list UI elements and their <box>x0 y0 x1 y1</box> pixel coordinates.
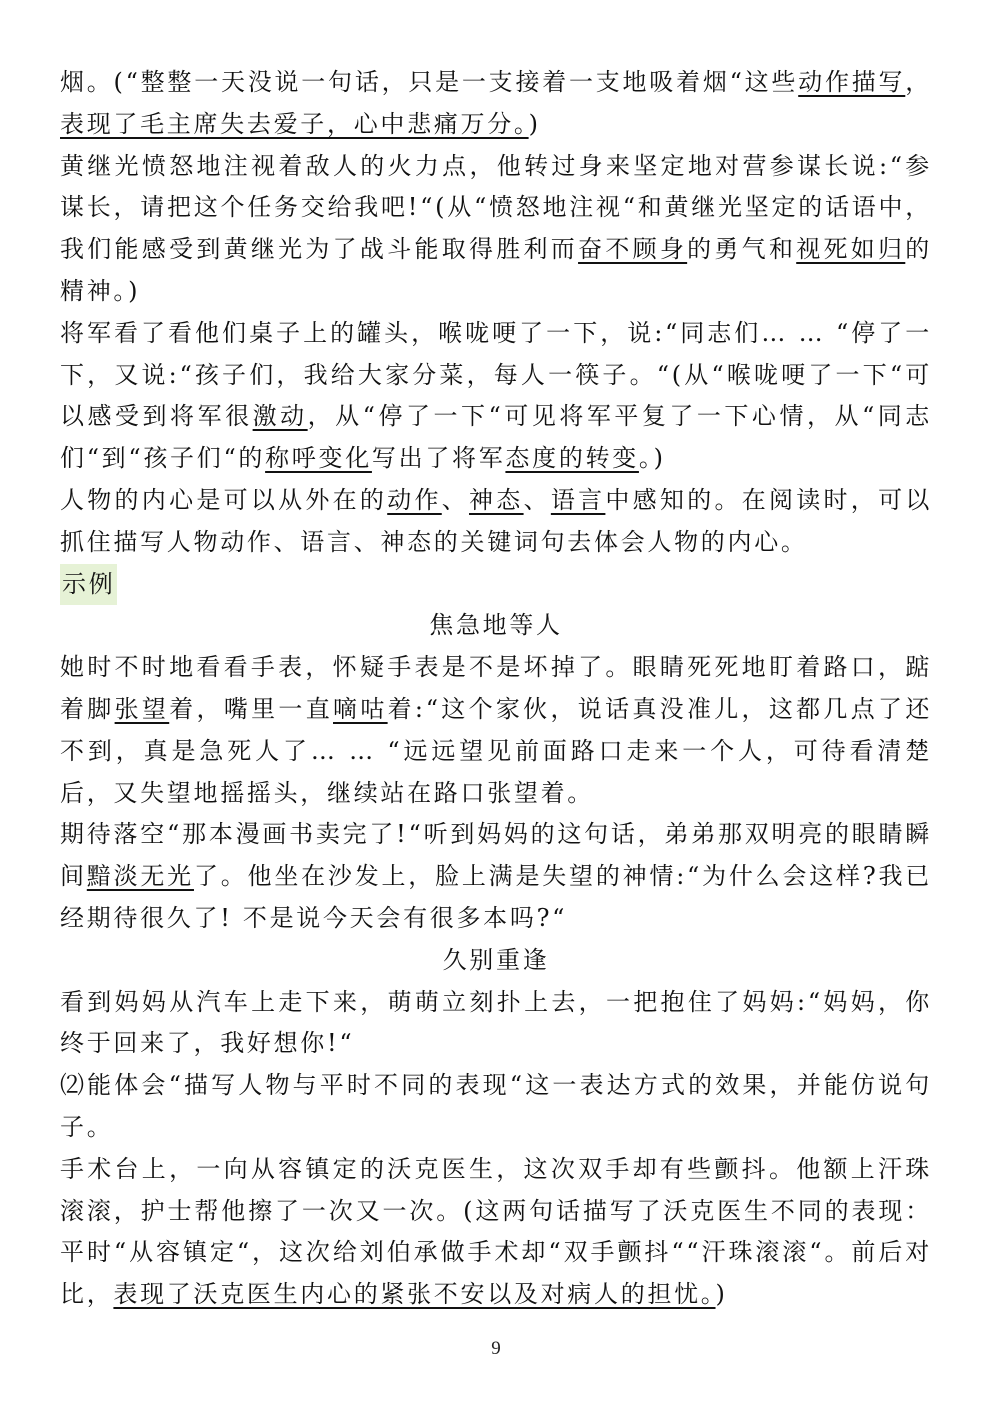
paragraph <box>60 647 932 814</box>
underlined-phrase: 激动 <box>252 402 308 431</box>
text-run: ， <box>905 68 932 96</box>
paragraph-group-2 <box>60 647 932 940</box>
paragraph <box>60 480 932 564</box>
text-run: ，从“停了一下“可见将军平复了一下心情，从“同志们“到“孩子们“的 <box>60 402 932 473</box>
underlined-phrase: 黯淡无光 <box>86 862 194 891</box>
paragraph <box>60 1149 932 1316</box>
text-run: 她时不时地看看手表，怀疑手表是不是坏掉了。眼睛死死地盯着路口，踮着脚 <box>60 653 932 723</box>
text-run: 。) <box>638 444 666 473</box>
underlined-phrase: 表现了毛主席失去爱子，心中悲痛万分。 <box>60 109 529 138</box>
example-title-2: 久别重逢 <box>442 945 550 974</box>
underlined-phrase: 语言 <box>550 485 606 514</box>
text-run: 着，嘴里一直 <box>169 694 334 723</box>
paragraph-group-1 <box>60 62 932 564</box>
underlined-phrase: 动作 <box>387 485 442 514</box>
text-run: 、 <box>523 485 551 514</box>
text-run: ) <box>528 109 541 138</box>
text-run: 黄继光愤怒地注视着敌人的火力点，他转过身来坚定地对营参谋长说:“参谋长，请把这个任务交给我吧!“(从“愤怒地注视“和黄继光坚定的话语中，我们能感受到黄继光为了战斗能取得胜利而 <box>60 151 932 264</box>
text-run: 期待落空“那本漫画书卖完了!“听到妈妈的这句话，弟弟那双明亮的眼睛瞬间 <box>60 820 932 891</box>
document-body <box>60 62 932 1316</box>
page-number: 9 <box>491 1338 501 1359</box>
underlined-phrase: 视死如归 <box>796 235 906 264</box>
underlined-phrase: 奋不顾身 <box>578 235 688 264</box>
text-run: 的精神。) <box>60 235 932 305</box>
text-run: 看到妈妈从汽车上走下来，萌萌立刻扑上去，一把抱住了妈妈:“妈妈，你终于回来了，我好想你!“ <box>60 987 932 1058</box>
paragraph-group-3 <box>60 982 932 1316</box>
text-run: 着:“这个家伙，说话真没准儿，这都几点了还不到，真是急死人了… … “远远望见前面路口走来一个人，可待看清楚后，又失望地摇摇头，继续站在路口张望着。 <box>60 694 933 807</box>
text-run: 、 <box>441 485 470 514</box>
text-run: 写出了将军 <box>371 444 506 473</box>
underlined-phrase: 动作描写 <box>798 68 906 96</box>
underlined-phrase: 嘀咕 <box>333 694 388 723</box>
example-title-1: 焦急地等人 <box>429 611 563 640</box>
underlined-phrase: 表现了沃克医生内心的紧张不安以及对病人的担忧。 <box>113 1280 716 1309</box>
text-run: 人物的内心是可以从外在的 <box>60 485 388 514</box>
text-run: 手术台上，一向从容镇定的沃克医生，这次双手却有些颤抖。他额上汗珠滚滚，护士帮他擦了一次又一次。(这两句话描写了沃克医生不同的表现：平时“从容镇定“，这次给刘伯承做手术却“双手颤抖““汗珠滚滚“。前后对比， <box>60 1154 932 1309</box>
underlined-phrase: 称呼变化 <box>265 444 372 473</box>
text-run: 了。他坐在沙发上，脸上满是失望的神情:“为什么会这样?我已经期待很久了! 不是说今天会有很多本吗?“ <box>60 862 932 932</box>
paragraph <box>60 313 932 480</box>
paragraph <box>60 982 932 1066</box>
paragraph <box>60 62 932 146</box>
paragraph <box>60 814 932 939</box>
example-label-row <box>60 564 932 606</box>
text-run: ⑵能体会“描写人物与平时不同的表现“这一表达方式的效果，并能仿说句子。 <box>60 1071 932 1141</box>
paragraph <box>60 1065 932 1149</box>
text-run: 的勇气和 <box>687 235 797 264</box>
text-run: 中感知的。在阅读时，可以抓住描写人物动作、语言、神态的关键词句去体会人物的内心。 <box>60 485 933 556</box>
underlined-phrase: 神态 <box>469 485 524 514</box>
underlined-phrase: 张望 <box>114 694 170 723</box>
text-run: ) <box>715 1280 728 1309</box>
text-run: 将军看了看他们桌子上的罐头，喉咙哽了一下，说:“同志们… … “停了一下，又说:“孩子们，我给大家分菜，每人一筷子。“(从“喉咙哽了一下“可以感受到将军很 <box>60 318 932 431</box>
underlined-phrase: 态度的转变 <box>505 444 639 473</box>
paragraph <box>60 146 932 313</box>
example-label: 示例 <box>60 564 117 606</box>
text-run: 烟。(“整整一天没说一句话，只是一支接着一支地吸着烟“这些 <box>60 68 799 96</box>
